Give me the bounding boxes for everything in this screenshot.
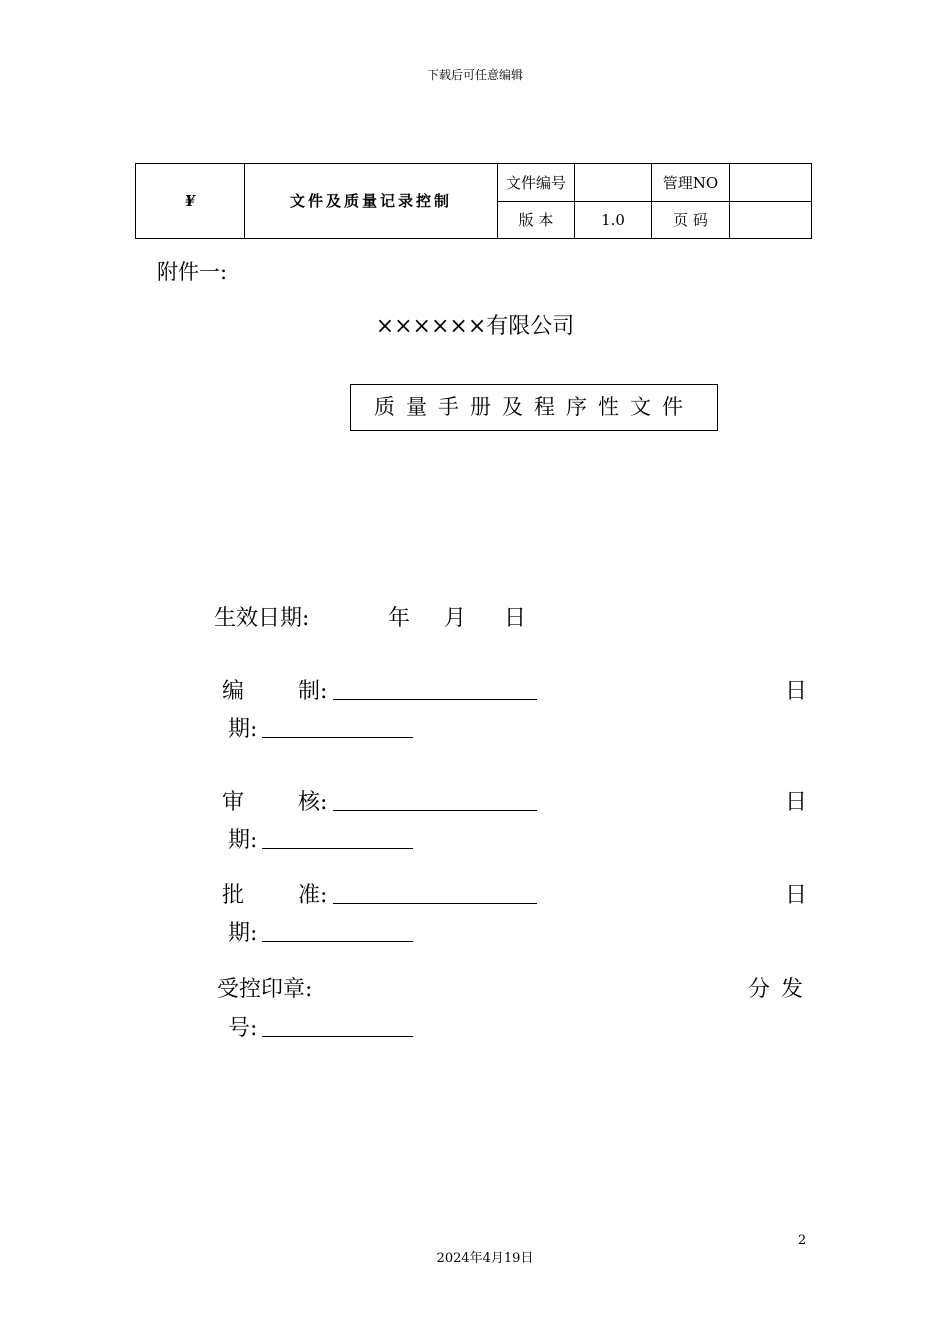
effective-date-year: 年 xyxy=(388,606,411,631)
version-label: 版 本 xyxy=(498,201,575,239)
page-number: 2 xyxy=(798,1233,807,1248)
effective-date-day: 日 xyxy=(504,606,527,631)
review-date-label-a: 日 xyxy=(785,790,808,815)
company-name: ××××××有限公司 xyxy=(375,314,575,339)
review-signature-line[interactable] xyxy=(333,787,537,811)
logo-yen-icon: ¥ xyxy=(136,164,245,239)
approve-date-label-a: 日 xyxy=(785,883,808,908)
attachment-label: 附件一: xyxy=(157,260,228,284)
top-note: 下载后可任意编辑 xyxy=(426,68,523,82)
approve-signature-line[interactable] xyxy=(333,880,537,904)
version-value: 1.0 xyxy=(575,201,652,239)
approve-date-line[interactable] xyxy=(262,918,413,942)
footer-date: 2024年4月19日 xyxy=(436,1251,534,1266)
review-label-b: 核: xyxy=(298,790,328,815)
review-date-label-b: 期: xyxy=(228,828,258,853)
manage-no-value xyxy=(730,164,812,202)
compile-signature-line[interactable] xyxy=(333,676,537,700)
file-no-value xyxy=(575,164,652,202)
effective-date-label: 生效日期: xyxy=(214,606,310,631)
review-date-line[interactable] xyxy=(262,825,413,849)
distribution-label-a: 分 发 xyxy=(748,977,803,1002)
compile-label-a: 编 xyxy=(222,679,245,704)
seal-label: 受控印章: xyxy=(217,977,313,1002)
compile-date-label-a: 日 xyxy=(785,679,808,704)
approve-label-a: 批 xyxy=(222,883,245,908)
page-label: 页 码 xyxy=(652,201,730,239)
file-no-label: 文件编号 xyxy=(498,164,575,202)
compile-date-label-b: 期: xyxy=(228,717,258,742)
effective-date-month: 月 xyxy=(444,606,467,631)
header-table xyxy=(135,163,812,239)
header-title: 文件及质量记录控制 xyxy=(245,164,498,239)
distribution-number-line[interactable] xyxy=(262,1013,413,1037)
approve-date-label-b: 期: xyxy=(228,921,258,946)
manage-no-label: 管理NO xyxy=(652,164,730,202)
document-title: 质量手册及程序性文件 xyxy=(350,384,718,431)
compile-label-b: 制: xyxy=(298,679,328,704)
page-value xyxy=(730,201,812,239)
distribution-label-b: 号: xyxy=(228,1016,258,1041)
approve-label-b: 准: xyxy=(298,883,328,908)
compile-date-line[interactable] xyxy=(262,714,413,738)
review-label-a: 审 xyxy=(222,790,245,815)
